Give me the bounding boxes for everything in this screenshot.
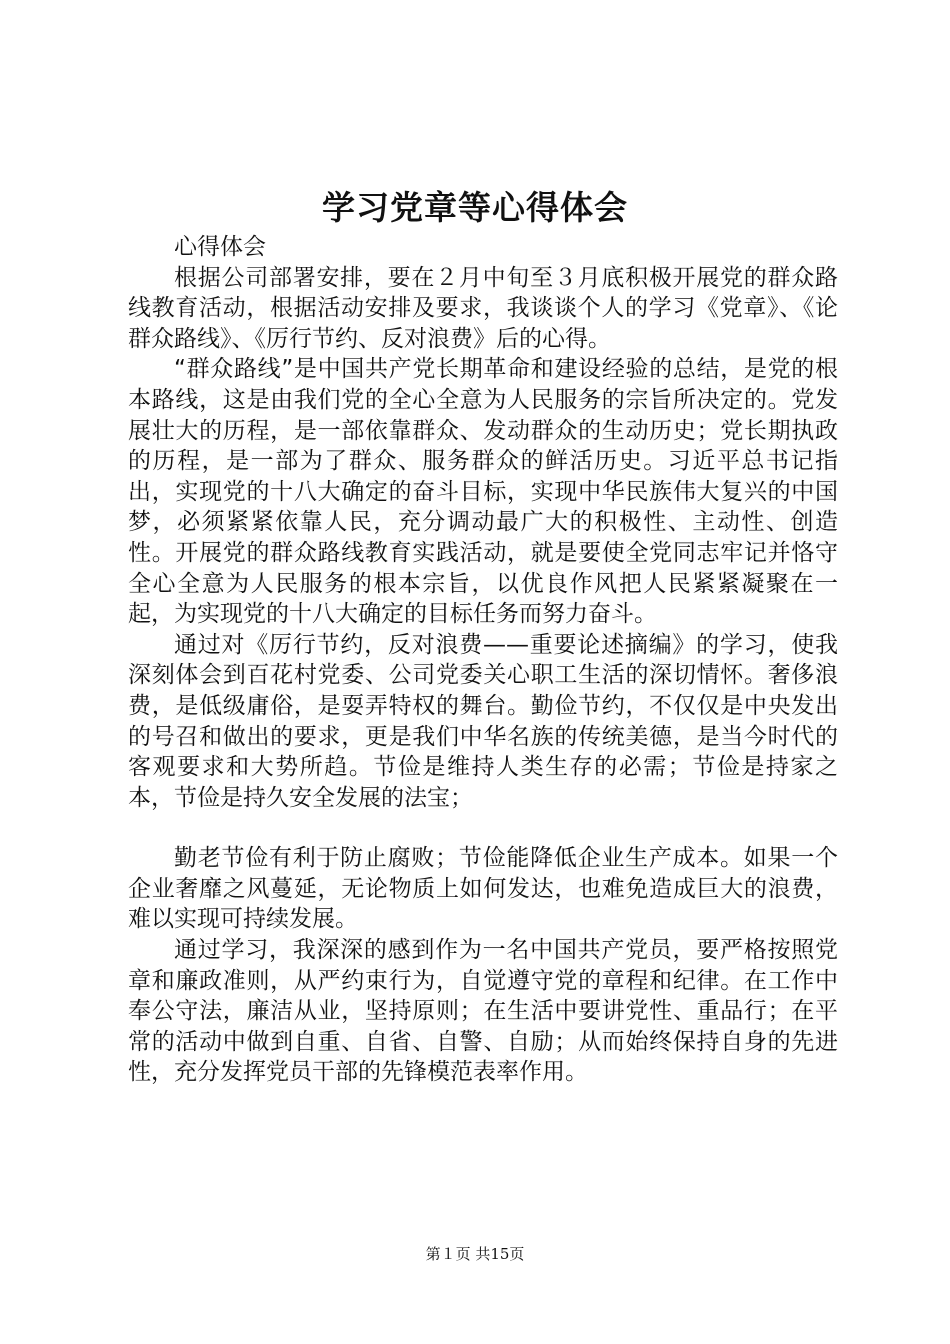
- paragraph: 勤老节俭有利于防止腐败；节俭能降低企业生产成本。如果一个企业奢靡之风蔓延，无论物质上如何发达，也难免造成巨大的浪费，难以实现可持续发展。: [128, 845, 838, 933]
- document-title: 学习党章等心得体会: [322, 188, 628, 227]
- paragraph-heading: 心得体会: [174, 234, 266, 260]
- paragraph: “群众路线”是中国共产党长期革命和建设经验的总结，是党的根本路线，这是由我们党的全心全意为人民服务的宗旨所决定的。党发展壮大的历程，是一部依靠群众、发动群众的生动历史；党长期执政的历程，是一部为了群众、服务群众的鲜活历史。习近平总书记指出，实现党的十八大确定的奋斗目标，实现中华民族伟大复兴的中国梦，必须紧紧依靠人民，充分调动最广大的积极性、主动性、创造性。开展党的群众路线教育实践活动，就是要使全党同志牢记并恪守全心全意为人民服务的根本宗旨，以优良作风把人民紧紧凝聚在一起，为实现党的十八大确定的目标任务而努力奋斗。: [128, 356, 838, 628]
- document-body: [128, 232, 838, 1088]
- paragraph: 根据公司部署安排，要在２月中旬至３月底积极开展党的群众路线教育活动，根据活动安排及要求，我谈谈个人的学习《党章》、《论群众路线》、《厉行节约、反对浪费》后的心得。: [128, 264, 838, 352]
- page-number-footer: 第１页 共15页: [425, 1245, 525, 1263]
- paragraph: 通过学习，我深深的感到作为一名中国共产党员，要严格按照党章和廉政准则，从严约束行为，自觉遵守党的章程和纪律。在工作中奉公守法，廉洁从业，坚持原则；在生活中要讲党性、重品行；在平常的活动中做到自重、自省、自警、自励；从而始终保持自身的先进性，充分发挥党员干部的先锋模范表率作用。: [128, 937, 838, 1086]
- paragraph: 通过对《厉行节约，反对浪费——重要论述摘编》的学习，使我深刻体会到百花村党委、公司党委关心职工生活的深切情怀。奢侈浪费，是低级庸俗，是耍弄特权的舞台。勤俭节约，不仅仅是中央发出的号召和做出的要求，更是我们中华名族的传统美德，是当今时代的客观要求和大势所趋。节俭是维持人类生存的必需；节俭是持家之本，节俭是持久安全发展的法宝；: [128, 631, 838, 811]
